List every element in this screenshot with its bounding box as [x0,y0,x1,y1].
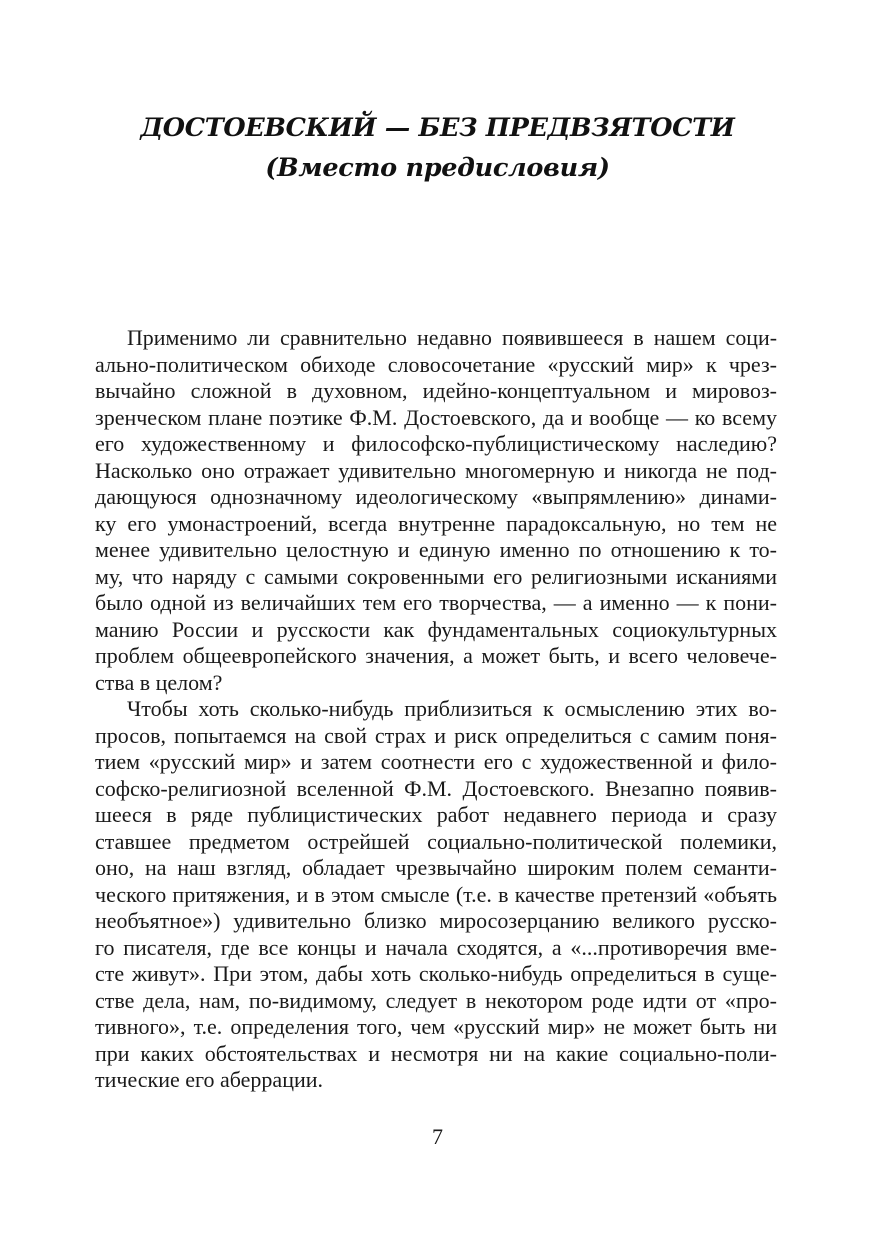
chapter-subtitle: (Вместо предисловия) [265,153,610,183]
text-line: тивного», т.е. определения того, чем «русский мир» не может быть ни [95,1014,777,1039]
text-line: ставшее предметом острейшей социально-политической полемики, [95,828,777,854]
text-line: было одной из величайших тем его творчества, — а именно — к пони- [95,590,777,615]
text-line: шееся в ряде публицистических работ недавнего периода и сразу [95,802,777,827]
text-line: Чтобы хоть сколько-нибудь приблизиться к осмыслению этих во- [127,696,777,721]
text-line: тием «русский мир» и затем соотнести его с художественной и фило- [95,749,777,774]
text-line: вычайно сложной в духовном, идейно-концептуальном и мировоз- [95,378,777,403]
text-line: зренческом плане поэтике Ф.М. Достоевского, да и вообще — ко всему [95,404,777,430]
text-line: го писателя, где все концы и начала сходятся, а «...противоречия вме- [95,934,777,960]
chapter-title: ДОСТОЕВСКИЙ — БЕЗ ПРЕДВЗЯТОСТИ [140,113,735,143]
paragraph-1 [95,325,777,696]
paragraph-2 [95,696,777,1094]
chapter-heading [0,108,875,188]
text-line: проблем общеевропейского значения, а может быть, и всего человече- [95,643,777,668]
text-line: ства в целом? [95,669,223,695]
text-line: стве дела, нам, по-видимому, следует в некотором роде идти от «про- [95,987,777,1013]
text-line: при каких обстоятельствах и несмотря ни на какие социально-поли- [95,1040,777,1066]
text-line: дающуюся однозначному идеологическому «выпрямлению» динами- [95,484,777,509]
text-line: ально-политическом обиходе словосочетание «русский мир» к чрез- [95,351,777,377]
text-line: сте живут». При этом, дабы хоть сколько-нибудь определиться в суще- [95,961,777,986]
text-line: ческого притяжения, и в этом смысле (т.е. в качестве претензий «объять [95,881,777,907]
text-line: просов, попытаемся на свой страх и риск определиться с самим поня- [95,722,777,748]
text-line: му, что наряду с самыми сокровенными его религиозными исканиями [95,563,777,589]
page-number: 7 [432,1124,443,1149]
text-line: оно, на наш взгляд, обладает чрезвычайно широким полем семанти- [95,855,777,880]
text-line: менее удивительно целостную и единую именно по отношению к то- [95,537,777,562]
text-line: манию России и русскости как фундаментальных социокультурных [95,616,777,642]
text-line: его художественному и философско-публицистическому наследию? [95,431,777,456]
text-line: Применимо ли сравнительно недавно появившееся в нашем соци- [127,325,777,350]
text-line: софско-религиозной вселенной Ф.М. Достоевского. Внезапно появив- [95,775,777,801]
body-text [95,325,777,1094]
text-line: тические его аберрации. [95,1067,324,1092]
text-line: Насколько оно отражает удивительно многомерную и никогда не под- [95,457,777,483]
text-line: ку его умонастроений, всегда внутренне парадоксальную, но тем не [95,510,777,536]
text-line: необъятное») удивительно близко миросозерцанию великого русско- [95,908,777,933]
